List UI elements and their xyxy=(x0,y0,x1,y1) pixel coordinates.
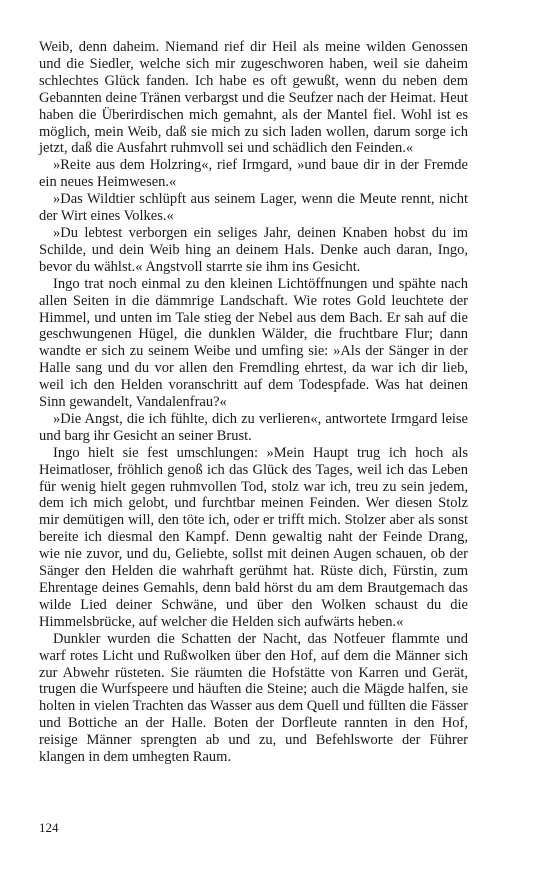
paragraph: »Du lebtest verborgen ein seliges Jahr, deinen Knaben hobst du im Schilde, und dein Weib hing an deinem Hals. Denke auch daran, Ingo, bevor du wählst.« Angstvoll starrte sie ihm ins Gesicht. xyxy=(39,224,468,275)
paragraph: Ingo trat noch einmal zu den kleinen Lichtöffnungen und spähte nach allen Seiten in die dämmrige Landschaft. Wie rotes Gold leuchtete der Himmel, und unten im Tale stieg der Nebel aus dem Bach. Er sah auf die geschwungenen Hügel, die dunklen Wälder, die fruchtbare Flur; dann wandte er sich zu seinem Weibe und umfing sie: »Als der Sänger in der Halle sang und du vor allen den Fremdling ehrtest, da war ich dir lieb, weil ich den Helden voranschritt auf dem Todespfade. Was hat deinen Sinn gewandelt, Vandalenfrau?« xyxy=(39,275,468,411)
page-body xyxy=(39,39,468,766)
paragraph: Dunkler wurden die Schatten der Nacht, das Notfeuer flammte und warf rotes Licht und Rußwolken über den Hof, auf dem die Männer sich zur Abwehr rüsteten. Sie räumten die Hofstätte von Karren und Gerät, trugen die Wurfspeere und häuften die Steine; auch die Mägde halfen, sie holten in vielen Trachten das Wasser aus dem Quell und füllten die Fässer und Bottiche an der Halle. Boten der Dorfleute rannten in den Hof, reisige Männer sprengten ab und zu, und Befehlsworte der Führer klangen in dem umhegten Raum. xyxy=(39,630,468,766)
paragraph: »Reite aus dem Holzring«, rief Irmgard, »und baue dir in der Fremde ein neues Heimwesen.« xyxy=(39,157,468,191)
paragraph: »Das Wildtier schlüpft aus seinem Lager, wenn die Meute rennt, nicht der Wirt eines Volkes.« xyxy=(39,191,468,225)
paragraph: »Die Angst, die ich fühlte, dich zu verlieren«, antwortete Irmgard leise und barg ihr Gesicht an seiner Brust. xyxy=(39,410,468,444)
paragraph: Weib, denn daheim. Niemand rief dir Heil als meine wilden Genossen und die Siedler, welche sich mir zugeschworen haben, weil sie daheim schlechtes Glück fanden. Ich habe es oft gewußt, wenn du neben dem Gebannten deine Tränen verbargst und die Seufzer nach der Heimat. Heut haben die Überirdischen mich gemahnt, als der Mantel fiel. Wohl ist es möglich, mein Weib, daß sie mich zu sich laden wollen, darum sorge ich jetzt, daß die Ausfahrt ruhmvoll sei und schädlich den Feinden.« xyxy=(39,39,468,157)
paragraph: Ingo hielt sie fest umschlungen: »Mein Haupt trug ich hoch als Heimatloser, fröhlich genoß ich das Glück des Tages, weil ich das Leben für wenig hielt gegen ruhmvollen Tod, stolz war ich, treu zu sein jedem, dem ich mich gelobt, und furchtbar meinen Feinden. Wer diesen Stolz mir demütigen will, den töte ich, oder er trifft mich. Stolzer aber als sonst bereite ich diesmal den Kampf. Denn gewaltig naht der Feinde Drang, wie nie zuvor, und du, Geliebte, sollst mit deinen Augen schauen, ob der Sänger den Helden die wahrhaft gerühmt hat. Rüste dich, Fürstin, zum Ehrentage deines Gemahls, denn bald hörst du am dem Brautgemach das wilde Lied deiner Schwäne, und über den Wolken schaust du die Himmelsbrücke, auf welcher die Helden sich aufwärts heben.« xyxy=(39,444,468,630)
page-number: 124 xyxy=(39,820,59,835)
